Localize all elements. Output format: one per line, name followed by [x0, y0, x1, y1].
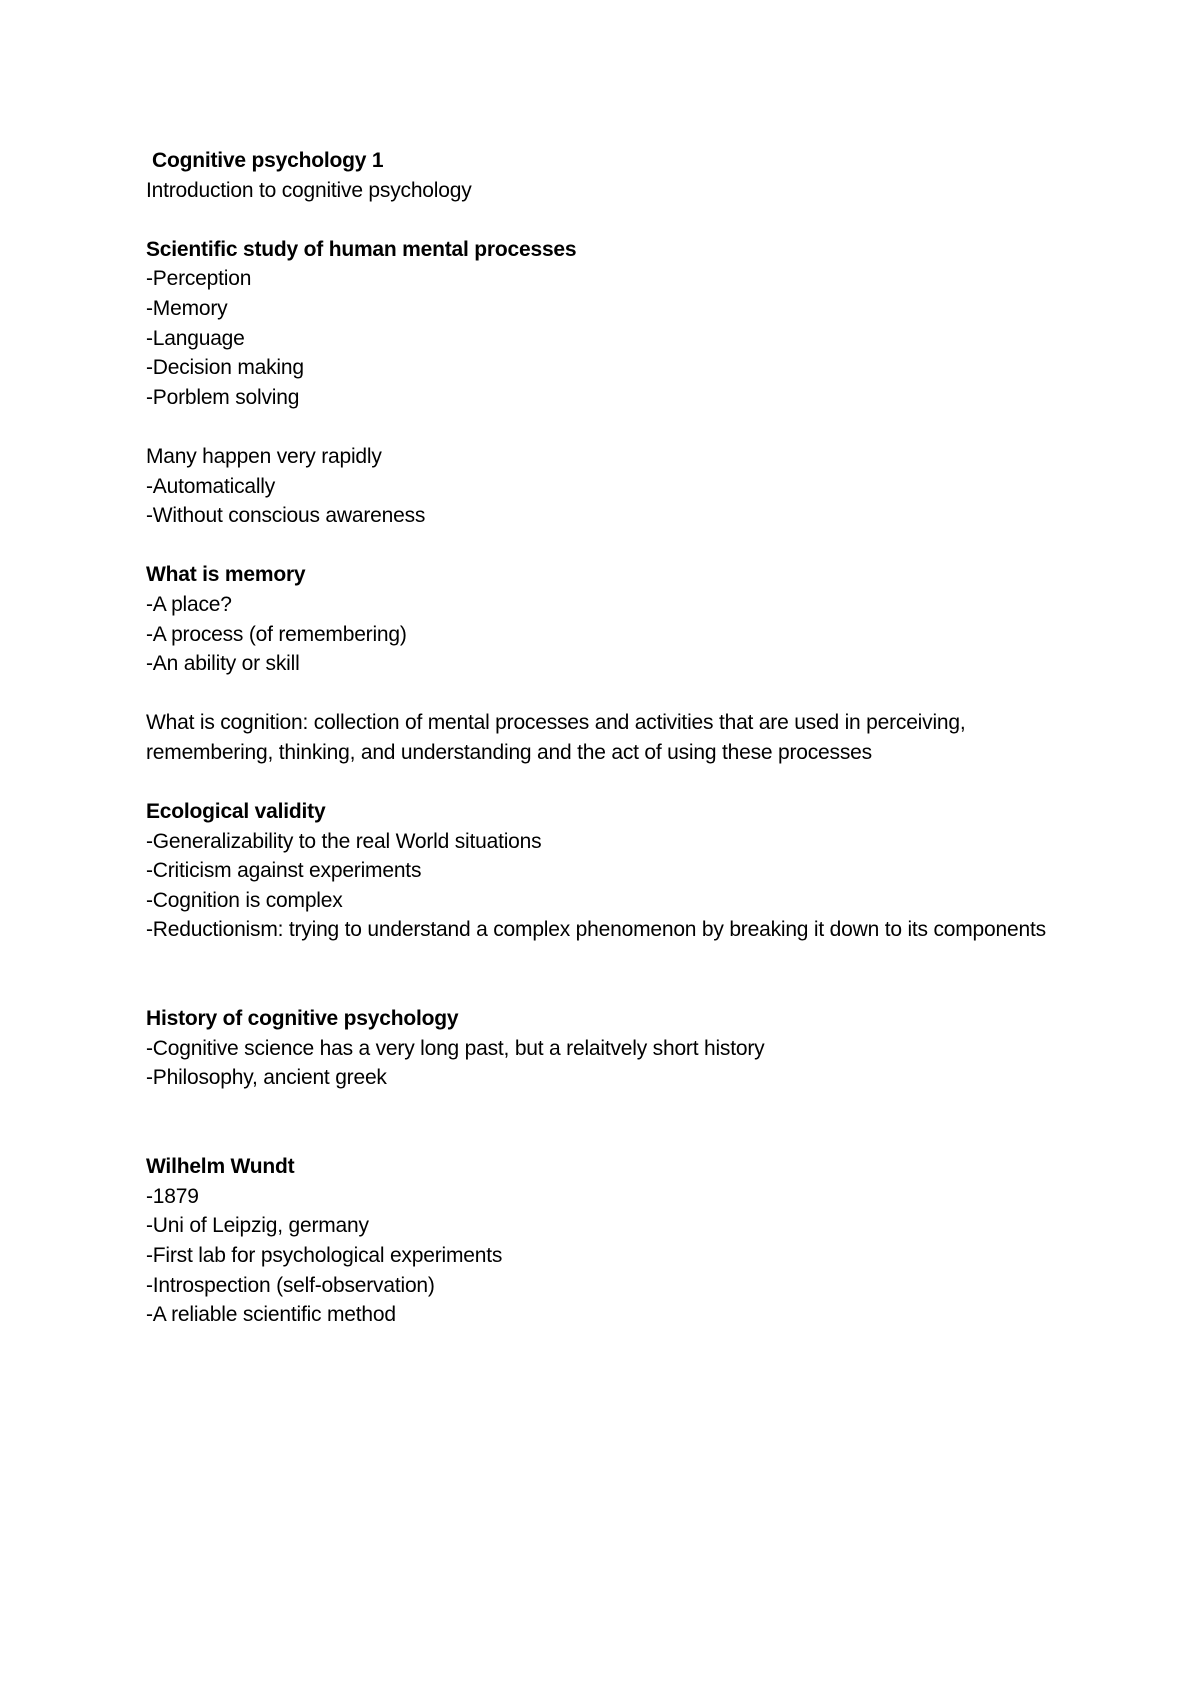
list-item: -Reductionism: trying to understand a complex phenomenon by breaking it down to its components: [146, 918, 1046, 942]
document-subtitle: Introduction to cognitive psychology: [146, 178, 472, 202]
spacer: [146, 767, 1066, 797]
list-item: -Decision making: [146, 356, 304, 380]
spacer: [146, 531, 1066, 561]
cognition-definition: What is cognition: collection of mental processes and activities that are used in perceiving, remembering, thinking, and understanding and the act of using these processes: [146, 711, 966, 764]
list-item: -Criticism against experiments: [146, 859, 422, 883]
spacer: [146, 1093, 1066, 1152]
list-item: -Without conscious awareness: [146, 504, 426, 528]
spacer: [146, 679, 1066, 709]
spacer: [146, 945, 1066, 1004]
list-item: -Memory: [146, 296, 228, 320]
list-item: -Perception: [146, 267, 252, 291]
list-item: -Generalizability to the real World situations: [146, 829, 542, 853]
list-item: -1879: [146, 1184, 199, 1208]
list-item: -Cognitive science has a very long past, but a relaitvely short history: [146, 1036, 765, 1060]
list-item: -First lab for psychological experiments: [146, 1243, 503, 1267]
list-item: -A process (of remembering): [146, 622, 407, 646]
list-item: -Automatically: [146, 474, 276, 498]
section-heading-ecological-validity: Ecological validity: [146, 800, 326, 824]
section-heading-rapid: Many happen very rapidly: [146, 444, 382, 468]
document-body: [146, 146, 1066, 1330]
section-heading-mental-processes: Scientific study of human mental processes: [146, 237, 577, 261]
list-item: -Uni of Leipzig, germany: [146, 1214, 369, 1238]
list-item: -Porblem solving: [146, 385, 300, 409]
list-item: -Cognition is complex: [146, 888, 343, 912]
section-heading-wundt: Wilhelm Wundt: [146, 1155, 295, 1179]
spacer: [146, 412, 1066, 442]
list-item: -Language: [146, 326, 245, 350]
list-item: -Philosophy, ancient greek: [146, 1066, 387, 1090]
section-heading-memory: What is memory: [146, 563, 306, 587]
document-title: Cognitive psychology 1: [152, 149, 384, 172]
list-item: -A reliable scientific method: [146, 1303, 396, 1327]
section-heading-history: History of cognitive psychology: [146, 1007, 459, 1031]
list-item: -Introspection (self-observation): [146, 1273, 435, 1297]
list-item: -An ability or skill: [146, 652, 300, 676]
spacer: [146, 205, 1066, 235]
list-item: -A place?: [146, 592, 232, 616]
